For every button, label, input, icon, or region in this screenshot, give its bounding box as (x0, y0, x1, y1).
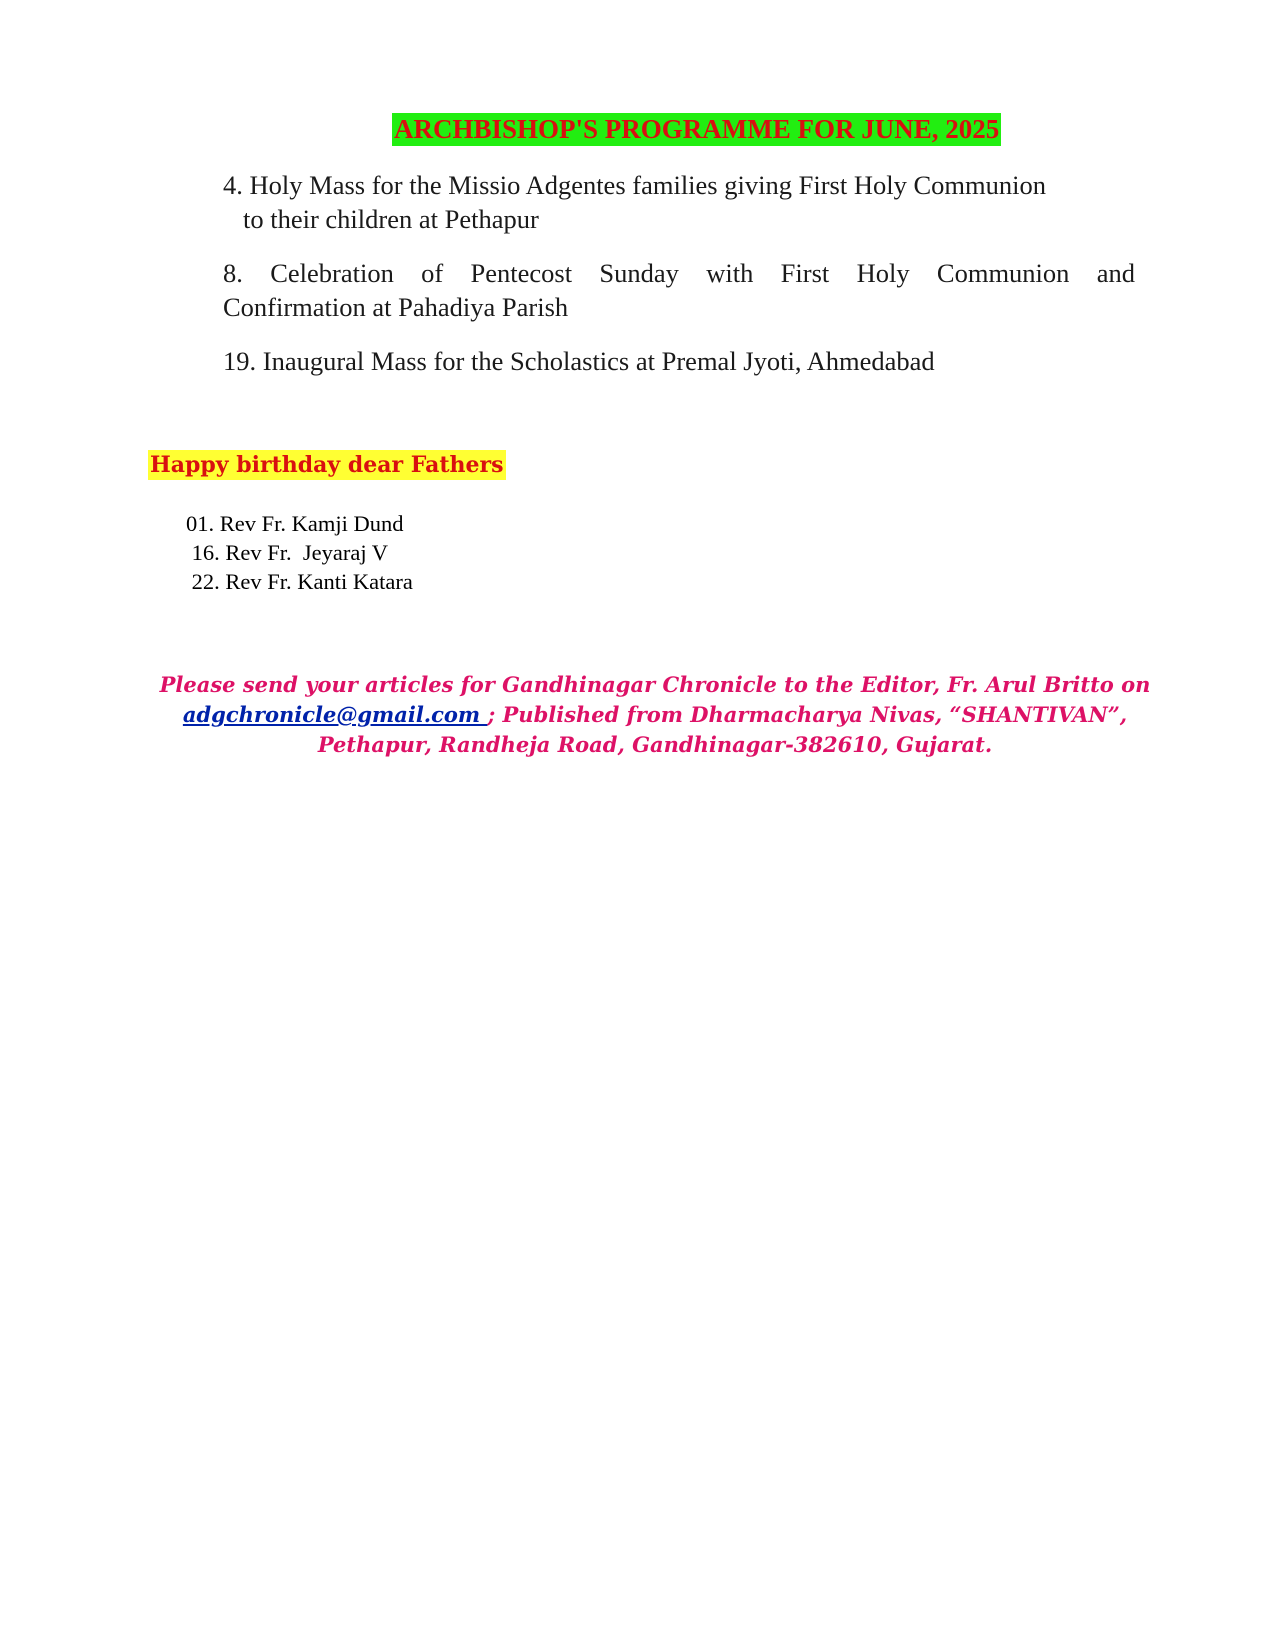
footer-text-after-email: ; Published from Dharmacharya Nivas, “SHANTIVAN”, Pethapur, Randheja Road, Gandhinagar-382610, Gujarat. (317, 702, 1128, 757)
birthday-list-item: 22. Rev Fr. Kanti Katara (186, 569, 413, 594)
birthday-list-item: 16. Rev Fr. Jeyaraj V (186, 540, 389, 565)
email-link[interactable]: adgchronicle@gmail.com (182, 702, 488, 727)
programme-item (223, 344, 1135, 378)
footer-text-before-email: Please send your articles for Gandhinagar Chronicle to the Editor, Fr. Arul Britto on (159, 672, 1151, 697)
programme-item (223, 256, 1135, 324)
programme-item (223, 168, 1135, 236)
programme-item-line: Confirmation at Pahadiya Parish (223, 292, 569, 322)
programme-item-line: 19. Inaugural Mass for the Scholastics at Premal Jyoti, Ahmedabad (223, 346, 935, 376)
programme-item-line: 4. Holy Mass for the Missio Adgentes families giving First Holy Communion (223, 170, 1046, 200)
programme-item-line: to their children at Pethapur (243, 204, 539, 234)
birthday-heading: Happy birthday dear Fathers (150, 452, 504, 478)
programme-list (223, 168, 1135, 378)
birthday-heading-block (148, 450, 506, 480)
title-block (392, 113, 1001, 146)
page-title: ARCHBISHOP'S PROGRAMME FOR JUNE, 2025 (394, 114, 1000, 144)
programme-item-line: 8. Celebration of Pentecost Sunday with First Holy Communion and (223, 258, 1135, 288)
footer-note (150, 670, 1160, 760)
birthday-list-item: 01. Rev Fr. Kamji Dund (186, 511, 404, 536)
birthday-list (186, 509, 413, 596)
